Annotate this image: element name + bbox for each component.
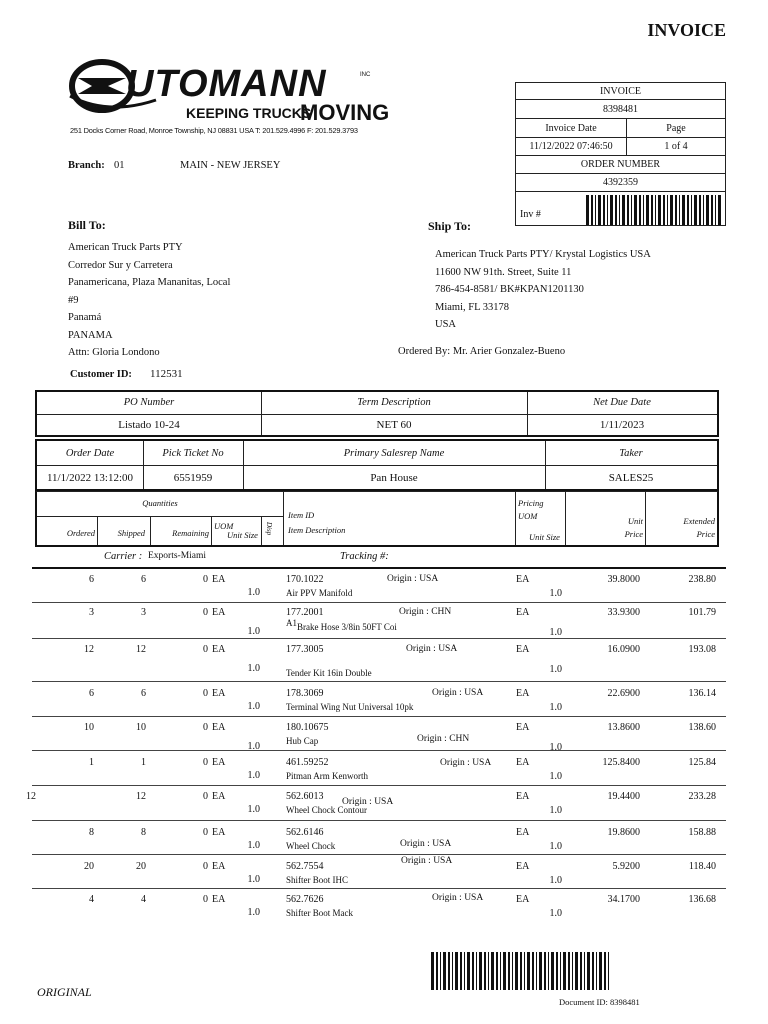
line-ordered: 12 — [26, 791, 36, 802]
line-uom: EA — [212, 827, 226, 838]
line-description: Shifter Boot IHC — [286, 875, 348, 885]
invoice-date-label: Invoice Date — [545, 123, 597, 134]
line-unit-price: 19.4400 — [607, 791, 640, 802]
line-remaining: 0 — [203, 861, 208, 872]
original-label: ORIGINAL — [37, 985, 92, 999]
line-description: Wheel Chock — [286, 841, 336, 851]
invoice-info-box — [515, 82, 726, 226]
line-pricing-size: 1.0 — [549, 588, 562, 599]
document-id: Document ID: 8398481 — [559, 997, 640, 1007]
line-origin: Origin : USA — [342, 797, 394, 807]
line-extended-price: 125.84 — [688, 757, 716, 768]
ordered-header: Ordered — [66, 528, 95, 538]
svg-text:MOVING: MOVING — [300, 100, 390, 125]
line-unit-size: 1.0 — [247, 840, 260, 851]
row-divider — [32, 602, 726, 603]
line-unit-price: 19.8600 — [607, 827, 640, 838]
line-unit-price: 33.9300 — [607, 607, 640, 618]
line-pricing-uom: EA — [516, 607, 530, 618]
line-pricing-size: 1.0 — [549, 875, 562, 886]
line-item-id: 562.6013 — [286, 791, 324, 802]
pricing-uom-header: UOM — [518, 511, 538, 521]
bill-to-line: Corredor Sur y Carretera — [68, 259, 173, 271]
line-extended-price: 101.79 — [688, 607, 716, 618]
line-remaining: 0 — [203, 791, 208, 802]
invoice-date: 11/12/2022 07:46:50 — [529, 141, 613, 152]
line-uom: EA — [212, 607, 226, 618]
line-pricing-uom: EA — [516, 894, 530, 905]
line-uom: EA — [212, 861, 226, 872]
line-pricing-uom: EA — [516, 574, 530, 585]
tracking-label: Tracking #: — [340, 551, 389, 562]
line-ordered: 12 — [84, 644, 94, 655]
line-pricing-size: 1.0 — [549, 908, 562, 919]
line-uom: EA — [212, 644, 226, 655]
line-origin: Origin : USA — [406, 644, 458, 654]
order-date-header: Order Date — [65, 448, 115, 459]
line-unit-size: 1.0 — [247, 741, 260, 752]
svg-text:KEEPING TRUCKS: KEEPING TRUCKS — [186, 105, 312, 121]
bill-to-line: Panamericana, Plaza Mananitas, Local — [68, 277, 231, 288]
line-unit-size: 1.0 — [247, 804, 260, 815]
carrier-value: Exports-Miami — [148, 551, 207, 561]
line-uom: EA — [212, 688, 226, 699]
row-divider — [32, 716, 726, 717]
po-number-header: PO Number — [123, 397, 175, 408]
line-pricing-size: 1.0 — [549, 627, 562, 638]
automann-logo-icon — [68, 56, 390, 126]
order-number: 4392359 — [516, 174, 725, 192]
line-description: Hub Cap — [286, 736, 319, 746]
line-description-prefix: A1 — [286, 618, 297, 628]
company-logo — [68, 56, 390, 132]
ship-to-line: USA — [435, 319, 457, 330]
line-ordered: 20 — [84, 861, 94, 872]
line-extended-price: 193.08 — [688, 644, 716, 655]
line-unit-size: 1.0 — [247, 874, 260, 885]
taker: SALES25 — [608, 472, 654, 484]
line-pricing-size: 1.0 — [549, 702, 562, 713]
line-unit-price: 13.8600 — [607, 722, 640, 733]
uom-header: UOM — [214, 521, 234, 531]
shipped-header: Shipped — [117, 528, 145, 538]
line-unit-price: 5.9200 — [612, 861, 640, 872]
line-remaining: 0 — [203, 894, 208, 905]
row-divider — [32, 820, 726, 821]
line-description: Wheel Chock Contour — [286, 805, 367, 815]
line-remaining: 0 — [203, 644, 208, 655]
line-origin: Origin : CHN — [417, 734, 470, 744]
line-remaining: 0 — [203, 607, 208, 618]
customer-id: 112531 — [150, 368, 183, 380]
extended-header: Extended — [683, 516, 715, 526]
line-shipped: 8 — [141, 827, 146, 838]
line-uom: EA — [212, 791, 226, 802]
line-shipped: 6 — [141, 688, 146, 699]
line-origin: Origin : USA — [440, 758, 492, 768]
line-ordered: 10 — [84, 722, 94, 733]
line-ordered: 4 — [89, 894, 94, 905]
line-origin: Origin : USA — [432, 893, 484, 903]
line-ordered: 1 — [89, 757, 94, 768]
line-pricing-uom: EA — [516, 688, 530, 699]
document-title: INVOICE — [647, 20, 726, 40]
bill-to-line: Attn: Gloria Londono — [68, 347, 160, 358]
line-item-id: 562.7554 — [286, 861, 324, 872]
ship-to-line: American Truck Parts PTY/ Krystal Logistics USA — [435, 249, 651, 260]
line-shipped: 20 — [136, 861, 146, 872]
line-description: Tender Kit 16in Double — [286, 668, 372, 678]
line-extended-price: 138.60 — [688, 722, 716, 733]
line-uom: EA — [212, 574, 226, 585]
line-item-id: 177.2001 — [286, 607, 324, 618]
line-unit-price: 39.8000 — [607, 574, 640, 585]
line-ordered: 6 — [89, 688, 94, 699]
row-divider — [32, 681, 726, 682]
invoice-number: 8398481 — [516, 100, 725, 119]
taker-header: Taker — [619, 448, 643, 459]
customer-id-label: Customer ID: — [70, 369, 132, 380]
line-description: Brake Hose 3/8in 50FT Coi — [297, 622, 397, 632]
line-remaining: 0 — [203, 574, 208, 585]
line-unit-price: 16.0900 — [607, 644, 640, 655]
line-unit-price: 22.6900 — [607, 688, 640, 699]
bill-to-line: PANAMA — [68, 329, 113, 341]
line-uom: EA — [212, 722, 226, 733]
term-description: NET 60 — [376, 419, 412, 431]
ordered-by: Ordered By: Mr. Arier Gonzalez-Bueno — [398, 346, 566, 357]
line-remaining: 0 — [203, 827, 208, 838]
inv-label: Inv # — [520, 209, 541, 220]
line-description: Shifter Boot Mack — [286, 908, 353, 918]
line-pricing-uom: EA — [516, 827, 530, 838]
line-origin: Origin : USA — [401, 856, 453, 866]
order-info-table — [35, 439, 719, 491]
line-pricing-uom: EA — [516, 644, 530, 655]
item-description-header: Item Description — [288, 525, 346, 535]
ship-to-line: Miami, FL 33178 — [435, 301, 509, 313]
line-description: Terminal Wing Nut Universal 10pk — [286, 702, 414, 712]
line-pricing-size: 1.0 — [549, 805, 562, 816]
bill-to-label: Bill To: — [68, 218, 106, 232]
line-extended-price: 136.14 — [688, 688, 716, 699]
line-origin: Origin : USA — [387, 574, 439, 584]
line-unit-size: 1.0 — [247, 770, 260, 781]
line-pricing-uom: EA — [516, 722, 530, 733]
line-items-header — [35, 491, 719, 547]
line-unit-price: 125.8400 — [602, 757, 640, 768]
invoice-label: INVOICE — [516, 83, 725, 100]
line-item-id: 461.59252 — [286, 757, 329, 768]
order-number-label: ORDER NUMBER — [516, 156, 725, 174]
line-origin: Origin : CHN — [399, 607, 452, 617]
inv-barcode-icon — [586, 195, 722, 225]
pricing-header: Pricing — [518, 498, 544, 508]
line-shipped: 6 — [141, 574, 146, 585]
line-ordered: 3 — [89, 607, 94, 618]
line-pricing-uom: EA — [516, 861, 530, 872]
pricing-unit-size-header: Unit Size — [529, 532, 560, 542]
ship-to-address — [435, 246, 651, 334]
term-description-header: Term Description — [357, 397, 431, 408]
salesrep-name: Pan House — [370, 472, 418, 484]
quantities-header: Quantities — [142, 498, 178, 508]
line-item-id: 562.7626 — [286, 894, 324, 905]
pick-ticket-header: Pick Ticket No — [162, 448, 224, 459]
svg-text:UTOMANN: UTOMANN — [126, 63, 327, 105]
line-shipped: 10 — [136, 722, 146, 733]
order-date: 11/1/2022 13:12:00 — [46, 472, 134, 484]
row-divider — [32, 750, 726, 751]
line-pricing-size: 1.0 — [549, 841, 562, 852]
page-label: Page — [666, 123, 686, 134]
ship-to-line: 11600 NW 91th. Street, Suite 11 — [435, 266, 572, 278]
bill-to-line: American Truck Parts PTY — [68, 242, 183, 253]
line-pricing-uom: EA — [516, 791, 530, 802]
line-remaining: 0 — [203, 757, 208, 768]
line-pricing-size: 1.0 — [549, 742, 562, 753]
line-unit-price: 34.1700 — [607, 894, 640, 905]
line-shipped: 12 — [136, 644, 146, 655]
po-number: Listado 10-24 — [118, 419, 180, 431]
row-divider — [32, 888, 726, 889]
line-unit-size: 1.0 — [247, 701, 260, 712]
line-extended-price: 238.80 — [688, 574, 716, 585]
branch-label: Branch: — [68, 160, 105, 171]
line-extended-price: 136.68 — [688, 894, 716, 905]
line-extended-price: 158.88 — [688, 827, 716, 838]
line-shipped: 1 — [141, 757, 146, 768]
line-remaining: 0 — [203, 688, 208, 699]
line-uom: EA — [212, 757, 226, 768]
net-due-date: 1/11/2023 — [599, 419, 645, 431]
line-shipped: 4 — [141, 894, 146, 905]
line-description: Pitman Arm Kenworth — [286, 771, 368, 781]
row-divider — [32, 785, 726, 786]
company-address: 251 Docks Corner Road, Monroe Township, NJ 08831 USA T: 201.529.4996 F: 201.529.3793 — [70, 126, 358, 135]
line-unit-size: 1.0 — [247, 907, 260, 918]
line-extended-price: 118.40 — [688, 861, 716, 872]
line-extended-price: 233.28 — [688, 791, 716, 802]
document-barcode-icon — [431, 952, 611, 990]
line-shipped: 3 — [141, 607, 146, 618]
ship-to-line: 786-454-8581/ BK#KPAN1201130 — [435, 284, 584, 295]
line-shipped: 12 — [136, 791, 146, 802]
bill-to-address — [68, 239, 230, 362]
pick-ticket-no: 6551959 — [173, 472, 213, 484]
carrier-label: Carrier : — [104, 551, 143, 562]
line-item-id: 178.3069 — [286, 688, 324, 699]
net-due-date-header: Net Due Date — [593, 397, 651, 408]
bill-to-line: #9 — [68, 294, 79, 306]
line-origin: Origin : USA — [400, 839, 452, 849]
row-divider — [32, 638, 726, 639]
line-unit-size: 1.0 — [247, 626, 260, 637]
row-divider — [32, 854, 726, 855]
item-id-header: Item ID — [288, 510, 315, 520]
bill-to-line: Panamá — [68, 312, 102, 323]
line-ordered: 6 — [89, 574, 94, 585]
extended-price-header: Price — [696, 529, 715, 539]
unit-header: Unit — [627, 516, 643, 526]
line-item-id: 177.3005 — [286, 644, 324, 655]
unit-price-header: Price — [624, 529, 643, 539]
line-item-id: 562.6146 — [286, 827, 324, 838]
page-number: 1 of 4 — [664, 141, 688, 152]
line-unit-size: 1.0 — [247, 587, 260, 598]
line-uom: EA — [212, 894, 226, 905]
unit-size-header: Unit Size — [227, 530, 258, 540]
line-pricing-size: 1.0 — [549, 664, 562, 675]
po-terms-table — [35, 390, 719, 437]
line-pricing-uom: EA — [516, 757, 530, 768]
svg-text:INC: INC — [360, 72, 371, 78]
line-item-id: 180.10675 — [286, 722, 329, 733]
branch-name: MAIN - NEW JERSEY — [180, 160, 281, 171]
salesrep-header: Primary Salesrep Name — [343, 448, 445, 459]
disp-header: Disp — [265, 522, 273, 536]
line-pricing-size: 1.0 — [549, 771, 562, 782]
line-ordered: 8 — [89, 827, 94, 838]
ship-to-label: Ship To: — [428, 219, 472, 233]
branch-code: 01 — [114, 160, 125, 171]
line-item-id: 170.1022 — [286, 574, 324, 585]
remaining-header: Remaining — [172, 528, 209, 538]
line-remaining: 0 — [203, 722, 208, 733]
line-unit-size: 1.0 — [247, 663, 260, 674]
line-origin: Origin : USA — [432, 688, 484, 698]
line-description: Air PPV Manifold — [286, 588, 353, 598]
